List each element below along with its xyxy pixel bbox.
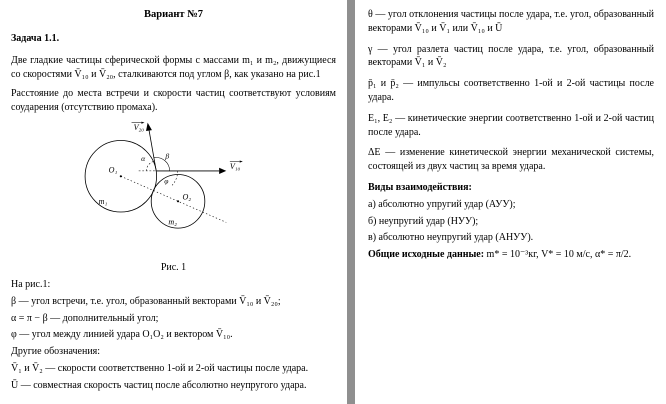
- task-title: Задача 1.1.: [11, 33, 60, 45]
- collision-figure: [11, 119, 336, 275]
- o1-center-dot: [119, 176, 121, 178]
- common-data-line: [368, 248, 654, 262]
- definition-item-alpha: α = π − β — дополнительный угол;: [11, 312, 159, 324]
- interaction-type-inelastic: б) неупругий удар (НУУ);: [368, 215, 479, 227]
- v20-arrowhead: [146, 123, 152, 131]
- o2-label: O₂: [181, 192, 191, 202]
- m2-label: m₂: [167, 218, 177, 228]
- definition-item-beta: β — угол встречи, т.е. угол, образованный векторами V̄₁₀ и V̄₂₀;: [11, 295, 281, 307]
- interaction-types-title: Виды взаимодействия:: [368, 181, 472, 193]
- common-data-title: Общие исходные данные:: [368, 249, 485, 261]
- definition-item-theta: θ — угол отклонения частицы после удара, т.е. угол, образованный векторами V̄₁₀ и V̄₁ или V̄₁₀ и Ū: [368, 9, 654, 34]
- intro-paragraph: Две гладкие частицы сферической формы с массами m₁ и m₂, движущиеся со скоростями V̄₁₀ и V̄₂₀, сталкиваются под углом β, как указано на рис.1: [11, 55, 336, 81]
- m1-label: m₁: [98, 197, 107, 207]
- alpha-label: α: [140, 154, 145, 164]
- o1-label: O₁: [108, 166, 117, 176]
- other-notation-item-velocities: V̄₁ и V̄₂ — скорости соответственно 1-ой и 2-ой частицы после удара.: [11, 363, 309, 375]
- beta-label: β: [164, 151, 169, 161]
- definition-item-energies: E₁, E₂ — кинетические энергии соответственно 1-ой и 2-ой частиц после удара.: [368, 112, 654, 138]
- conditions-paragraph: Расстояние до места встречи и скорости частиц соответствуют условиям соударения (отсутствию промаха).: [11, 87, 336, 113]
- figure-caption: Рис. 1: [160, 262, 187, 274]
- definition-item-gamma: γ — угол разлета частиц после удара, т.е. угол, образованный векторами V̄₁ и V̄₂: [368, 43, 654, 69]
- definition-item-impulses: p̄₁ и p̄₂ — импульсы соответственно 1-ой и 2-ой частицы после удара.: [368, 78, 654, 103]
- v20-arrow: [148, 130, 155, 171]
- other-notation-item-joint-velocity: Ū — совместная скорость частиц после абсолютно неупругого удара.: [11, 379, 307, 391]
- o2-center-dot: [176, 201, 178, 203]
- definition-item-delta-e: ΔE — изменение кинетической энергии механической системы, состоящей из двух частиц за время удара.: [368, 147, 654, 173]
- v10-arrowhead: [219, 168, 226, 174]
- interaction-type-elastic: а) абсолютно упругий удар (АУУ);: [368, 198, 516, 210]
- right-page: [355, 0, 666, 404]
- v20-label: V₂₀: [133, 123, 144, 133]
- other-notation-intro: Другие обозначения:: [11, 346, 101, 358]
- figure-legend-intro: На рис.1:: [11, 279, 51, 291]
- definition-item-phi: φ — угол между линией удара O₁O₂ и вектором V̄₁₀.: [11, 329, 233, 341]
- variant-header: Вариант №7: [143, 9, 204, 20]
- common-data-values: m* = 10⁻³кг, V* = 10 м/с, α* = π/2.: [486, 249, 632, 261]
- v10-label: V₁₀: [229, 162, 240, 172]
- impact-line: [120, 177, 225, 223]
- phi-label: φ: [163, 176, 169, 186]
- alpha-arc: [146, 162, 154, 172]
- interaction-type-perfectly-inelastic: в) абсолютно неупругий удар (АНУУ).: [368, 232, 534, 244]
- phi-arc: [172, 171, 178, 185]
- collision-diagram-svg: [69, 119, 279, 255]
